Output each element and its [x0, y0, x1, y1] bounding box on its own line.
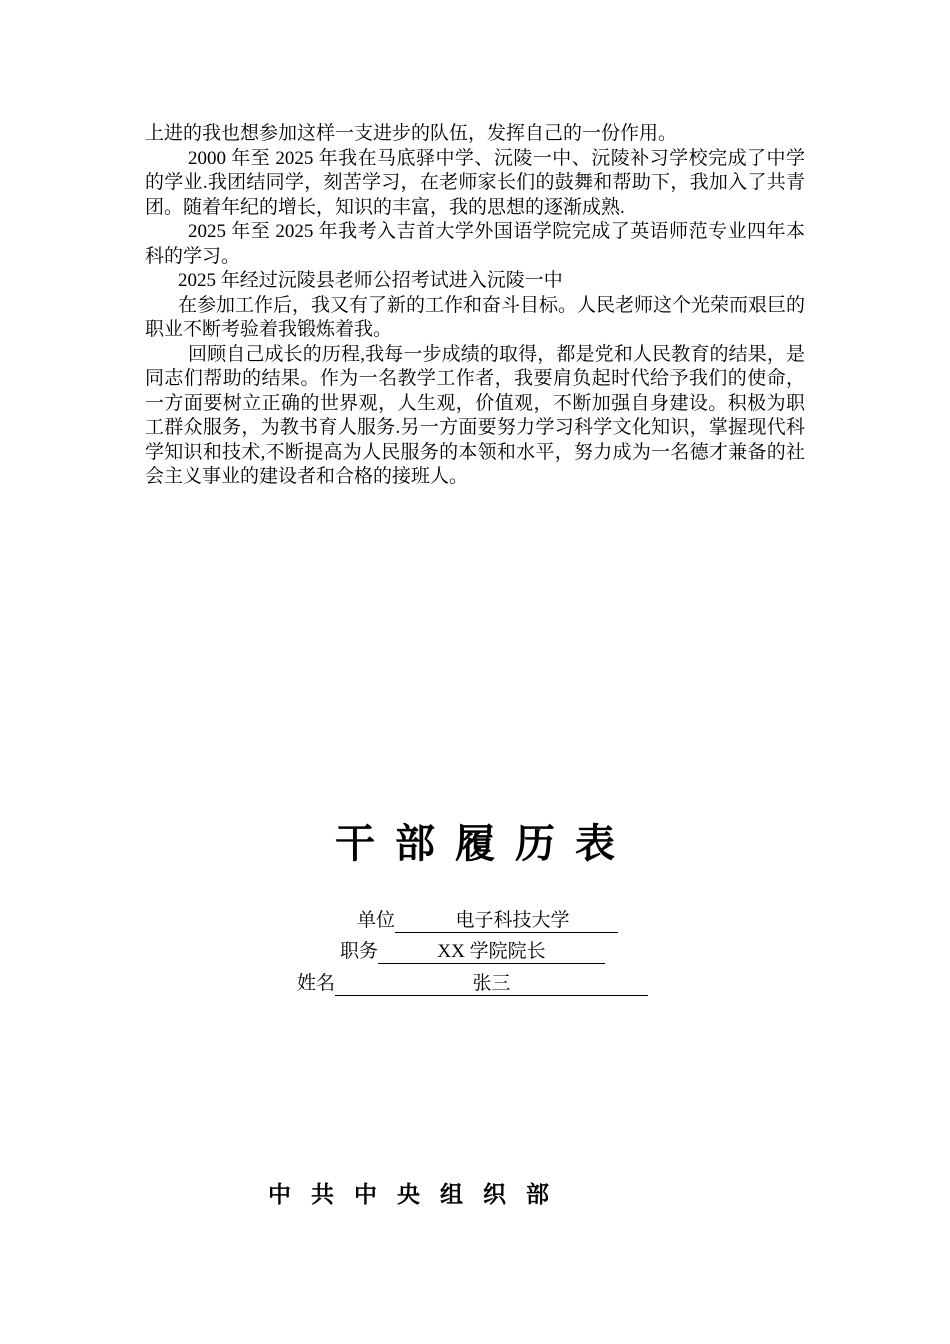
cover-title-text: 干部履历表 [335, 820, 635, 867]
paragraph-intro: 上进的我也想参加这样一支进步的队伍，发挥自己的一份作用。 [145, 123, 678, 144]
paragraph-university: 2025 年至 2025 年我考入吉首大学外国语学院完成了英语师范专业四年本科的学习。 [145, 221, 805, 267]
unit-label: 单位 [357, 910, 396, 931]
name-field [297, 968, 648, 996]
unit-field [357, 905, 618, 933]
name-label: 姓名 [297, 973, 336, 994]
post-label: 职务 [340, 941, 379, 962]
paragraph-employment: 2025 年经过沅陵县老师公招考试进入沅陵一中 [178, 270, 563, 291]
paragraph-work-goals: 在参加工作后，我又有了新的工作和奋斗目标。人民老师这个光荣而艰巨的职业不断考验着我锻炼着我。 [145, 294, 806, 340]
paragraph-reflection: 回顾自己成长的历程,我每一步成绩的取得，都是党和人民教育的结果，是同志们帮助的结果。作为一名教学工作者，我要肩负起时代给予我们的使命，一方面要树立正确的世界观，人生观，价值观，不断加强自身建设。积极为职工群众服务，为教书育人服务.另一方面要努力学习科学文化知识，掌握现代科学知识和技术,不断提高为人民服务的本领和水平，努力成为一名德才兼备的社会主义事业的建设者和合格的接班人。 [145, 343, 805, 487]
post-field [340, 936, 605, 964]
resume-body-text [145, 122, 805, 490]
post-value: XX 学院院长 [378, 941, 605, 964]
unit-value: 电子科技大学 [395, 910, 618, 933]
name-value: 张三 [335, 973, 648, 996]
issuing-organization: 中共中央组织部 [268, 1181, 569, 1208]
cover-title [0, 812, 950, 869]
paragraph-middle-school: 2000 年至 2025 年我在马底驿中学、沅陵一中、沅陵补习学校完成了中学的学业.我团结同学，刻苦学习，在老师家长们的鼓舞和帮助下，我加入了共青团。随着年纪的增长，知识的丰富，我的思想的逐渐成熟. [145, 147, 805, 218]
